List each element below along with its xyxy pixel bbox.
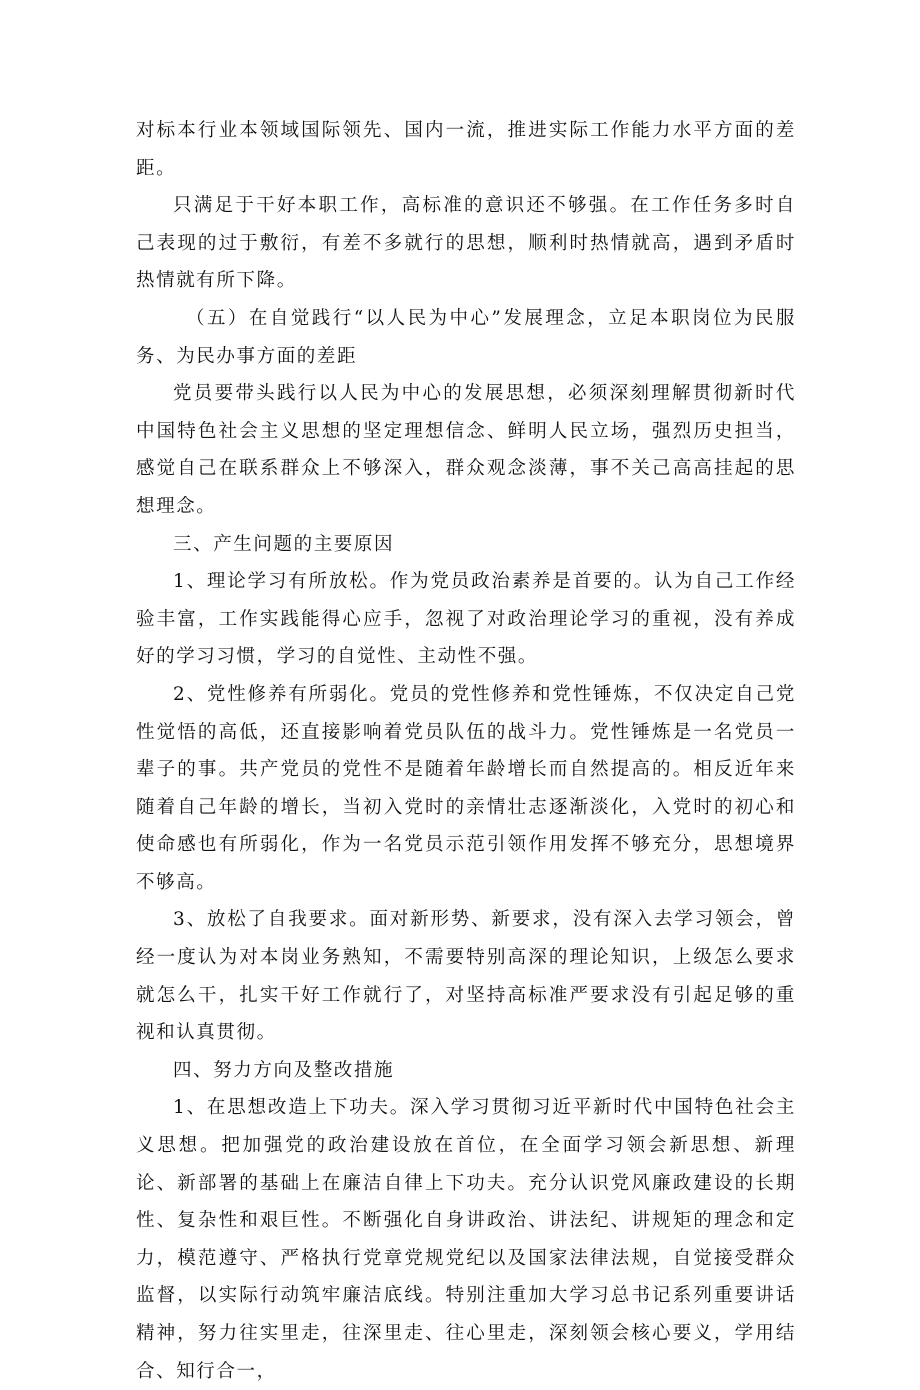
paragraph-cause-party-spirit: 2、党性修养有所弱化。党员的党性修养和党性锤炼，不仅决定自己党性觉悟的高低，还直接影响着党员队伍的战斗力。党性锤炼是一名党员一辈子的事。共产党员的党性不是随着年龄增长而自然提高的。相反近年来随着自己年龄的增长，当初入党时的亲情壮志逐渐淡化，入党时的初心和使命感也有所弱化，作为一名党员示范引领作用发挥不够充分，思想境界不够高。 (136, 683, 796, 893)
document-body (136, 112, 796, 1390)
section-heading-measures: 四、努力方向及整改措施 (173, 1059, 395, 1081)
paragraph-work-standard: 只满足于干好本职工作，高标准的意识还不够强。在工作任务多时自己表现的过于敷衍，有差不多就行的思想，顺利时热情就高，遇到矛盾时热情就有所下降。 (136, 195, 796, 292)
paragraph-measure-thought: 1、在思想改造上下功夫。深入学习贯彻习近平新时代中国特色社会主义思想。把加强党的政治建设放在首位，在全面学习领会新思想、新理论、新部署的基础上在廉洁自律上下功夫。充分认识党风廉政建设的长期性、复杂性和艰巨性。不断强化自身讲政治、讲法纪、讲规矩的理念和定力，模范遵守、严格执行党章党规党纪以及国家法律法规，自觉接受群众监督，以实际行动筑牢廉洁底线。特别注重加大学习总书记系列重要讲话精神，努力往实里走，往深里走、往心里走，深刻领会核心要义，学用结合、知行合一， (136, 1097, 796, 1382)
paragraph-people-centered: 党员要带头践行以人民为中心的发展思想，必须深刻理解贯彻新时代中国特色社会主义思想的坚定理想信念、鲜明人民立场，强烈历史担当，感觉自己在联系群众上不够深入，群众观念淡薄，事不关己高高挂起的思想理念。 (136, 383, 796, 517)
section-heading-causes: 三、产生问题的主要原因 (173, 533, 395, 555)
paragraph-gap-continuation: 对标本行业本领域国际领先、国内一流，推进实际工作能力水平方面的差距。 (136, 120, 796, 179)
paragraph-cause-self-discipline: 3、放松了自我要求。面对新形势、新要求，没有深入去学习领会，曾经一度认为对本岗业务熟知，不需要特别高深的理论知识，上级怎么要求就怎么干，扎实干好工作就行了，对坚持高标准严要求没有引起足够的重视和认真贯彻。 (136, 909, 796, 1044)
paragraph-cause-theory: 1、理论学习有所放松。作为党员政治素养是首要的。认为自己工作经验丰富，工作实践能得心应手，忽视了对政治理论学习的重视，没有养成好的学习习惯，学习的自觉性、主动性不强。 (136, 571, 796, 668)
subheading-people-centered: （五）在自觉践行“以人民为中心”发展理念，立足本职岗位为民服务、为民办事方面的差距 (136, 307, 796, 367)
